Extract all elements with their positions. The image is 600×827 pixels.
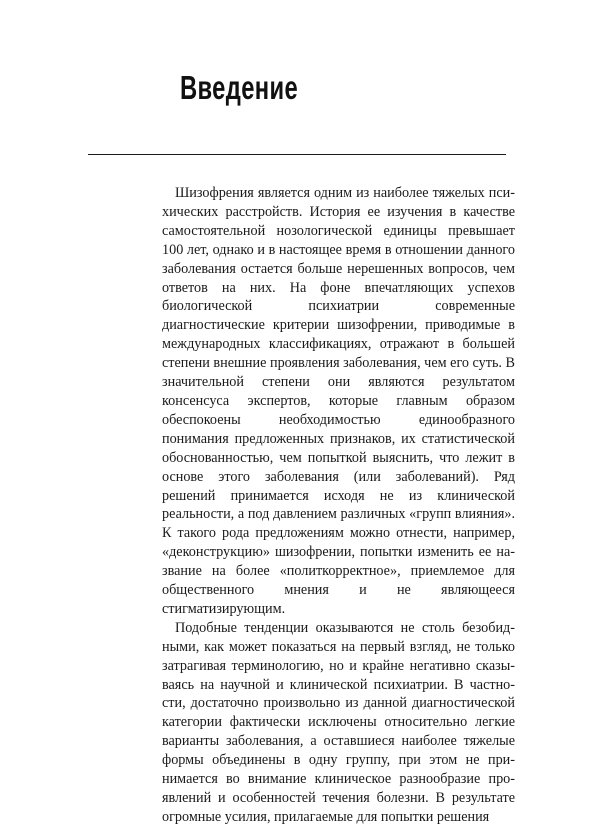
chapter-body [162,184,515,827]
paragraph-2: Подобные тенденции оказываются не столь безобидными, как может показаться на первый взгляд, не только затрагивая терминологию, но и крайне негативно сказываясь на научной и клинической психиатрии. В частности, достаточно произвольно из данной диагностической категории фактически исключены относительно легкие варианты заболевания, а оставшиеся наиболее тяжелые формы объединены в одну группу, при этом не принимается во внимание клиническое разнообразие проявлений и особенностей течения болезни. В результате огромные усилия, прилагаемые для попытки решения [162,619,515,825]
chapter-title: Введение [180,69,299,106]
title-divider [88,154,506,155]
paragraph-1: Шизофрения является одним из наиболее тяжелых психических расстройств. История ее изучения в качестве самостоятельной нозологической единицы превышает 100 лет, однако и в настоящее время в отношении данного заболевания остается больше нерешенных вопросов, чем ответов на них. На фоне впечатляющих успехов биологической психиатрии современные диагностические критерии шизофрении, приводимые в международных классификациях, отражают в большей степени внешние проявления заболевания, чем его суть. В значительной степени они являются результатом консенсуса экспертов, которые главным образом обеспокоены необходимостью единообразного понимания предложенных признаков, их статистической обоснованностью, чем попыткой выяснить, что лежит в основе этого заболевания (или заболеваний). Ряд решений принимается исходя не из клинической реальности, а под давлением различных «групп влияния». К такого рода предложениям можно отнести, например, «деконструкцию» шизофрении, попытки изменить ее название на более «политкорректное», приемлемое для общественного мнения и не являющееся стигматизирующим. [162,185,515,617]
